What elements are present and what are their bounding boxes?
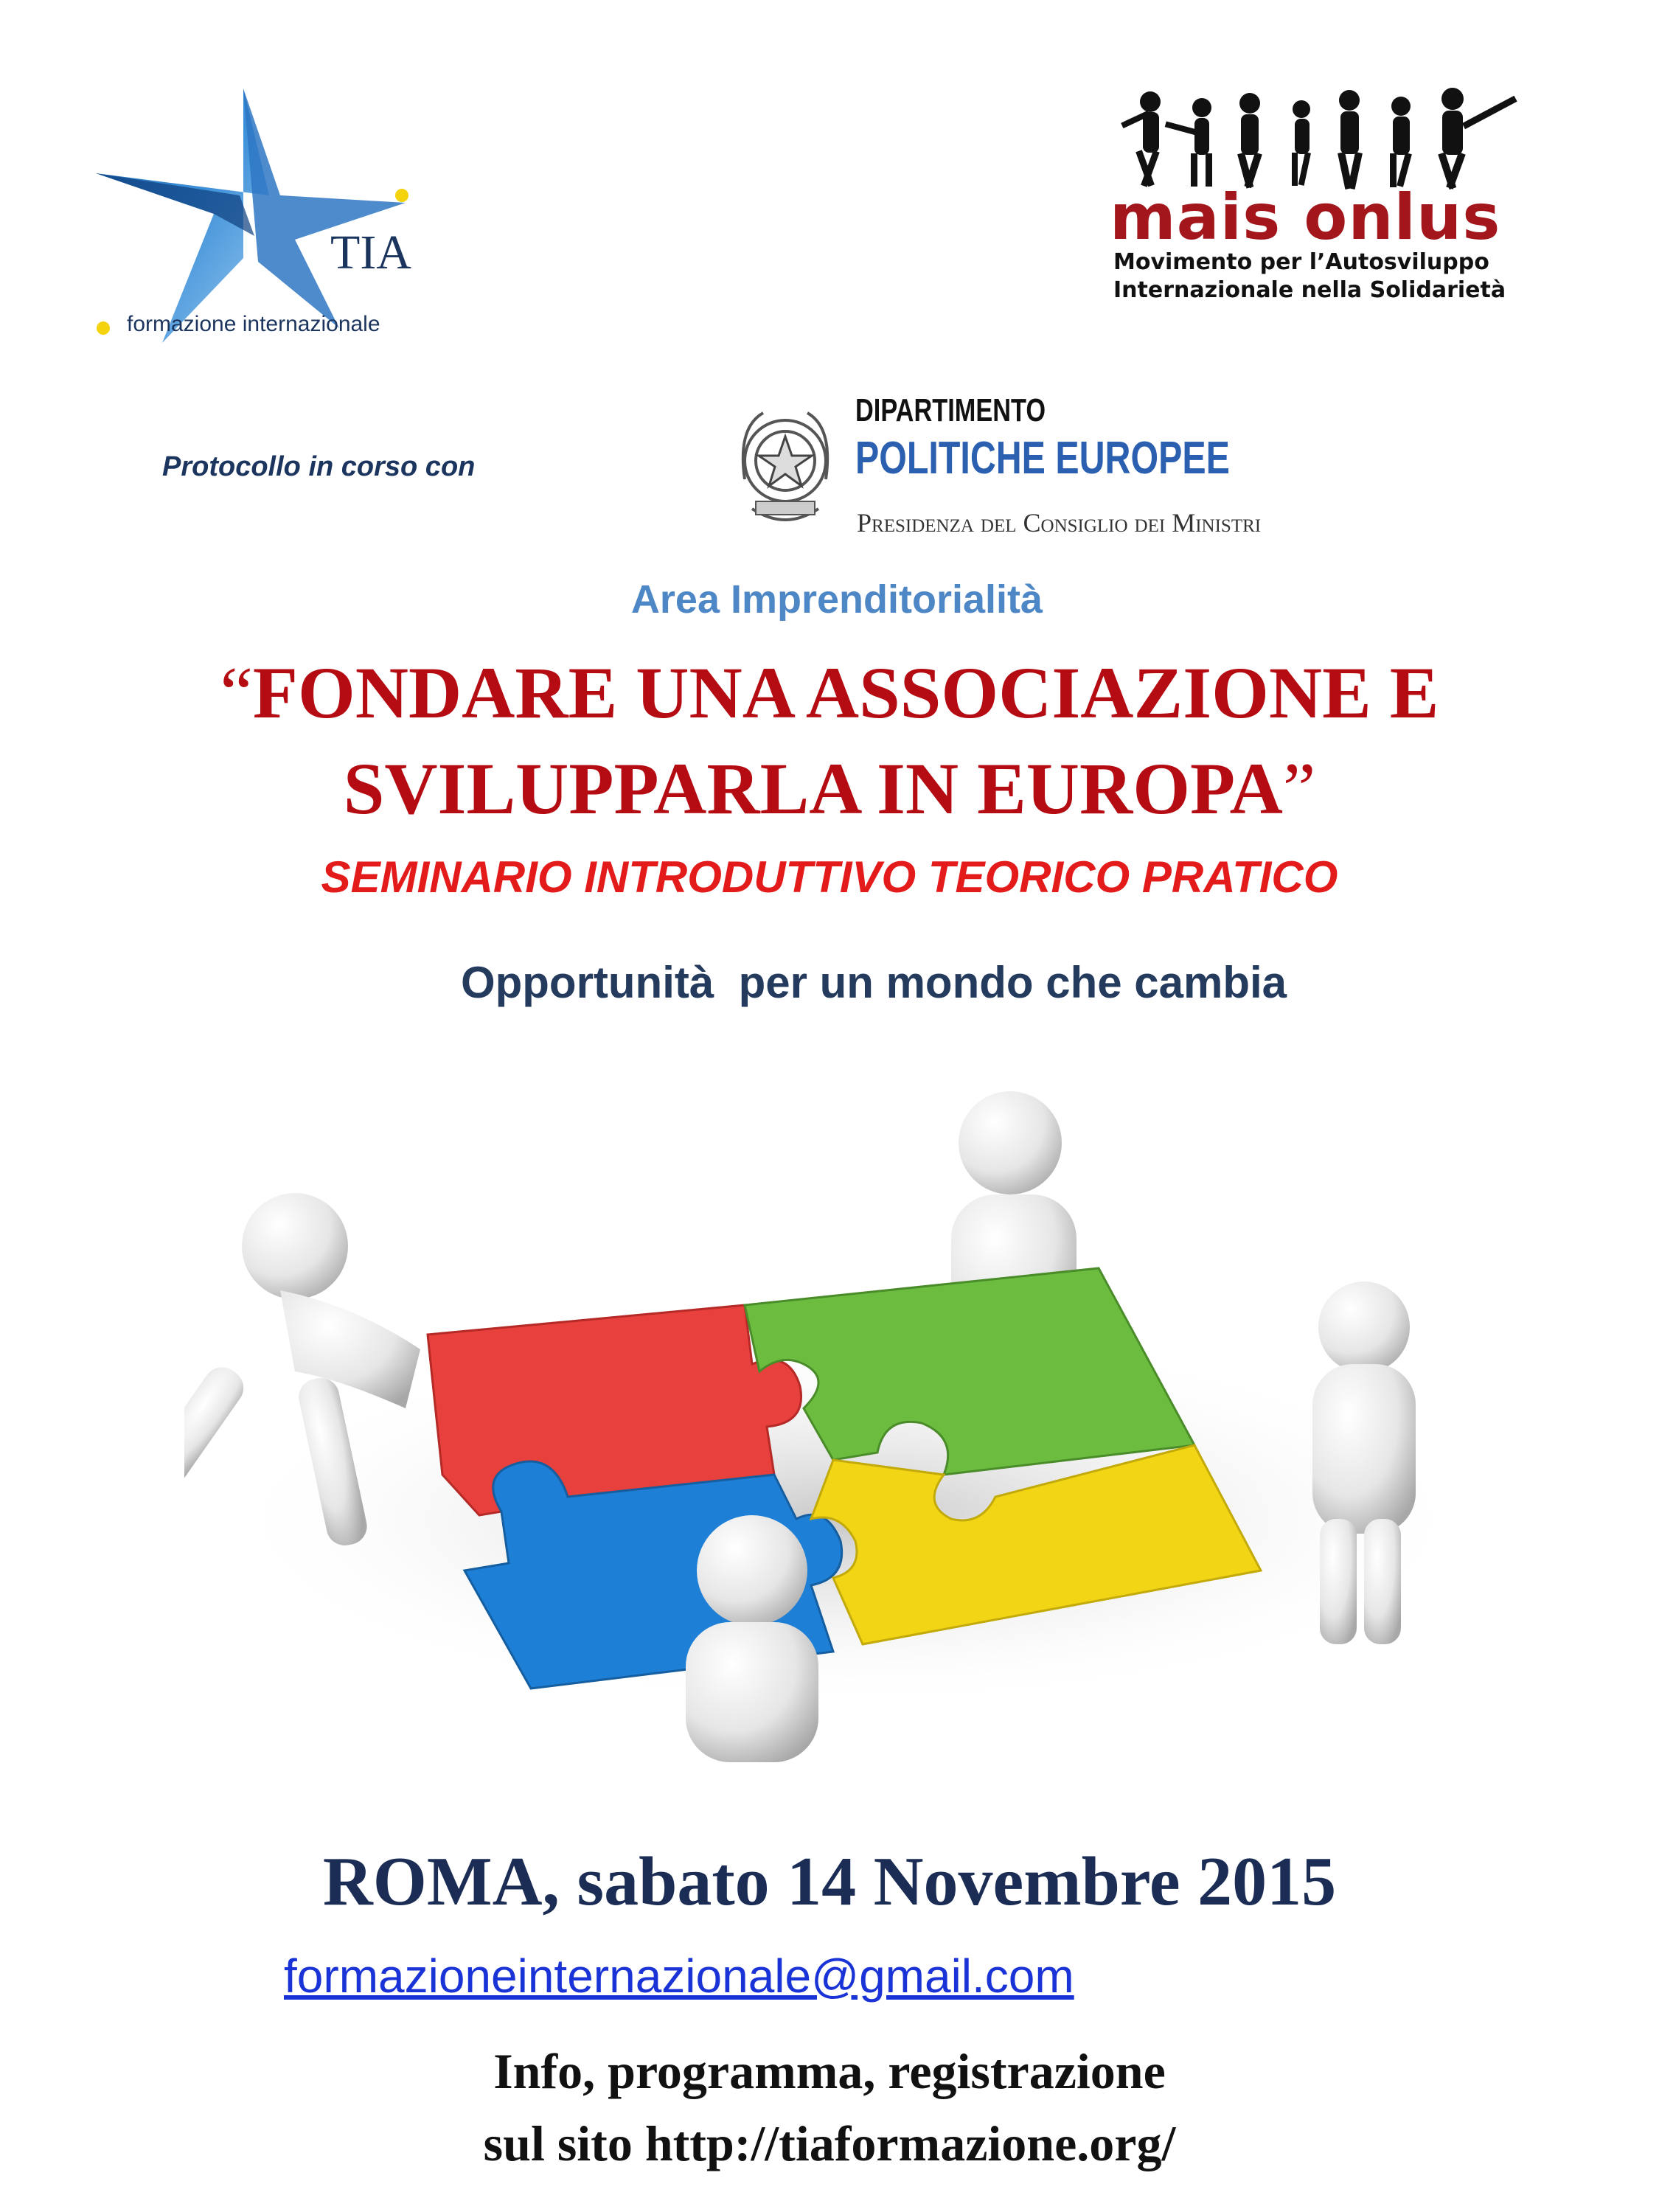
tagline: Opportunità per un mondo che cambia	[460, 958, 1287, 1007]
title-line-1-text: FONDARE UNA ASSOCIAZIONE E	[252, 652, 1439, 734]
close-quote: ”	[1282, 748, 1316, 830]
dpe-logo	[730, 383, 1290, 546]
mais-logo-subtitle-1: Movimento per l’Autosviluppo	[1113, 249, 1489, 275]
mais-logo-subtitle-2: Internazionale nella Solidarietà	[1113, 277, 1506, 303]
open-quote: “	[220, 652, 253, 734]
area-heading: Area Imprenditorialità	[630, 577, 1043, 622]
main-title	[0, 645, 1659, 837]
mais-logo-name: mais onlus	[1110, 181, 1501, 254]
tia-logo-tagline: formazione internazionale	[127, 312, 380, 336]
info-block	[0, 2035, 1659, 2180]
people-silhouettes-icon	[1121, 81, 1534, 192]
dpe-line-2: POLITICHE EUROPEE	[855, 433, 1230, 484]
puzzle-illustration	[184, 1062, 1475, 1762]
info-line-2: sul sito http://tiaformazione.org/	[483, 2115, 1176, 2171]
tia-logo-name: TIA	[330, 226, 411, 279]
event-date: ROMA, sabato 14 Novembre 2015	[322, 1843, 1337, 1920]
italian-emblem-icon	[730, 383, 841, 546]
tia-star-icon	[96, 85, 435, 350]
dpe-line-1: DIPARTIMENTO	[855, 392, 1046, 428]
mais-onlus-logo	[1106, 81, 1593, 302]
protocol-text: Protocollo in corso con	[162, 451, 476, 482]
contact-email-link[interactable]: formazioneinternazionale@gmail.com	[284, 1950, 1074, 2003]
dpe-line-3: Presidenza del Consiglio dei Ministri	[857, 508, 1262, 538]
puzzle-people-icon	[184, 1062, 1475, 1762]
tia-logo	[96, 85, 435, 350]
main-title-line-1	[0, 645, 1659, 741]
info-line-1: Info, programma, registrazione	[493, 2043, 1166, 2099]
seminar-subtitle: SEMINARIO INTRODUTTIVO TEORICO PRATICO	[321, 852, 1338, 902]
title-line-2-text: SVILUPPARLA IN EUROPA	[343, 748, 1283, 830]
main-title-line-2	[0, 741, 1659, 837]
